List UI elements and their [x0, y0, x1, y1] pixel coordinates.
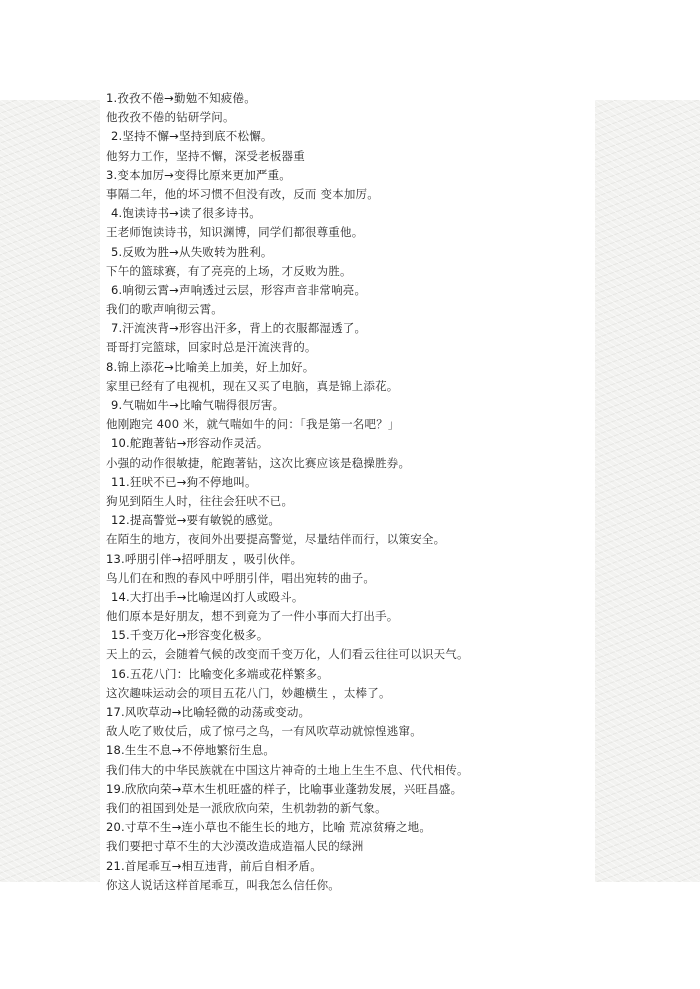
background-texture-right [595, 100, 700, 882]
background-texture-left [0, 100, 100, 882]
idiom-example-line: 他努力工作，坚持不懈，深受老板器重 [106, 148, 305, 163]
idiom-example-line: 我们要把寸草不生的大沙漠改造成造福人民的绿洲 [106, 839, 364, 854]
idiom-definition-line: 4.饱读诗书→读了很多诗书。 [111, 206, 261, 221]
idiom-example-line: 我们伟大的中华民族就在中国这片神奇的土地上生生不息、代代相传。 [106, 762, 469, 777]
idiom-example-line: 哥哥打完篮球，回家时总是汗流浃背的。 [106, 340, 317, 355]
idiom-definition-line: 9.气喘如牛→比喻气喘得很厉害。 [111, 398, 285, 412]
idiom-example-line: 鸟儿们在和煦的春风中呼朋引伴，唱出宛转的曲子。 [106, 570, 376, 585]
idiom-definition-line: 20.寸草不生→连小草也不能生长的地方，比喻 荒凉贫瘠之地。 [106, 820, 432, 835]
idiom-example-line: 这次趣味运动会的项目五花八门，妙趣横生 ，太棒了。 [106, 685, 391, 700]
idiom-example-line: 敌人吃了败仗后，成了惊弓之鸟，一有风吹草动就惊惶逃窜。 [106, 724, 422, 739]
idiom-example-line: 在陌生的地方，夜间外出要提高警觉，尽量结伴而行，以策安全。 [106, 532, 446, 547]
idiom-definition-line: 10.舵跑著钻→形容动作灵活。 [111, 436, 269, 451]
idiom-example-line: 家里已经有了电视机，现在又买了电脑，真是锦上添花。 [106, 378, 399, 393]
idiom-definition-line: 16.五花八门：比喻变化多端或花样繁多。 [111, 666, 329, 681]
idiom-definition-line: 15.千变万化→形容变化极多。 [111, 628, 269, 643]
idiom-definition-line: 1.孜孜不倦→勤勉不知疲倦。 [106, 91, 256, 105]
idiom-definition-line: 5.反败为胜→从失败转为胜利。 [111, 244, 273, 259]
idiom-example-line: 王老师饱读诗书，知识渊博，同学们都很尊重他。 [106, 225, 364, 240]
idiom-example-line: 天上的云，会随着气候的改变而千变万化，人们看云往往可以识天气。 [106, 647, 469, 662]
idiom-definition-line: 18.生生不息→不停地繁衍生息。 [106, 743, 276, 758]
idiom-definition-line: 2.坚持不懈→坚持到底不松懈。 [111, 129, 273, 144]
idiom-definition-line: 3.变本加厉→变得比原来更加严重。 [106, 167, 292, 182]
idiom-list [106, 89, 591, 895]
idiom-example-line: 下午的篮球赛，有了亮亮的上场，才反败为胜。 [106, 263, 352, 278]
idiom-definition-line: 6.响彻云霄→声响透过云层，形容声音非常响亮。 [111, 282, 367, 297]
idiom-example-line: 他刚跑完 400 米，就气喘如牛的问：「我是第一名吧？」 [106, 417, 400, 432]
idiom-example-line: 你这人说话这样首尾乖互，叫我怎么信任你。 [106, 877, 340, 892]
idiom-definition-line: 13.呼朋引伴→招呼朋友 ，吸引伙伴。 [106, 551, 303, 566]
idiom-definition-line: 12.提高警觉→要有敏锐的感觉。 [111, 513, 281, 528]
idiom-example-line: 事隔二年，他的坏习惯不但没有改，反而 变本加厉。 [106, 186, 379, 201]
idiom-example-line: 小强的动作很敏捷，舵跑著钻，这次比赛应该是稳操胜券。 [106, 455, 411, 470]
idiom-example-line: 我们的歌声响彻云霄。 [106, 302, 223, 317]
idiom-definition-line: 17.风吹草动→比喻轻微的动荡或变动。 [106, 705, 311, 719]
idiom-example-line: 他们原本是好朋友，想不到竟为了一件小事而大打出手。 [106, 609, 399, 624]
idiom-definition-line: 14.大打出手→比喻逞凶打人或殴斗。 [111, 589, 304, 604]
idiom-example-line: 他孜孜不倦的钻研学问。 [106, 110, 235, 125]
idiom-definition-line: 11.狂吠不已→狗不停地叫。 [111, 474, 257, 489]
idiom-example-line: 我们的祖国到处是一派欣欣向荣，生机勃勃的新气象。 [106, 800, 387, 815]
document-page [100, 0, 595, 989]
idiom-definition-line: 7.汗流浃背→形容出汗多，背上的衣服都湿透了。 [111, 321, 367, 336]
idiom-definition-line: 8.锦上添花→比喻美上加美，好上加好。 [106, 359, 315, 374]
idiom-definition-line: 21.首尾乖互→相互违背，前后自相矛盾。 [106, 858, 322, 873]
idiom-definition-line: 19.欣欣向荣→草木生机旺盛的样子，比喻事业蓬勃发展，兴旺昌盛。 [106, 781, 463, 796]
idiom-example-line: 狗见到陌生人时，往往会狂吠不已。 [106, 493, 294, 508]
